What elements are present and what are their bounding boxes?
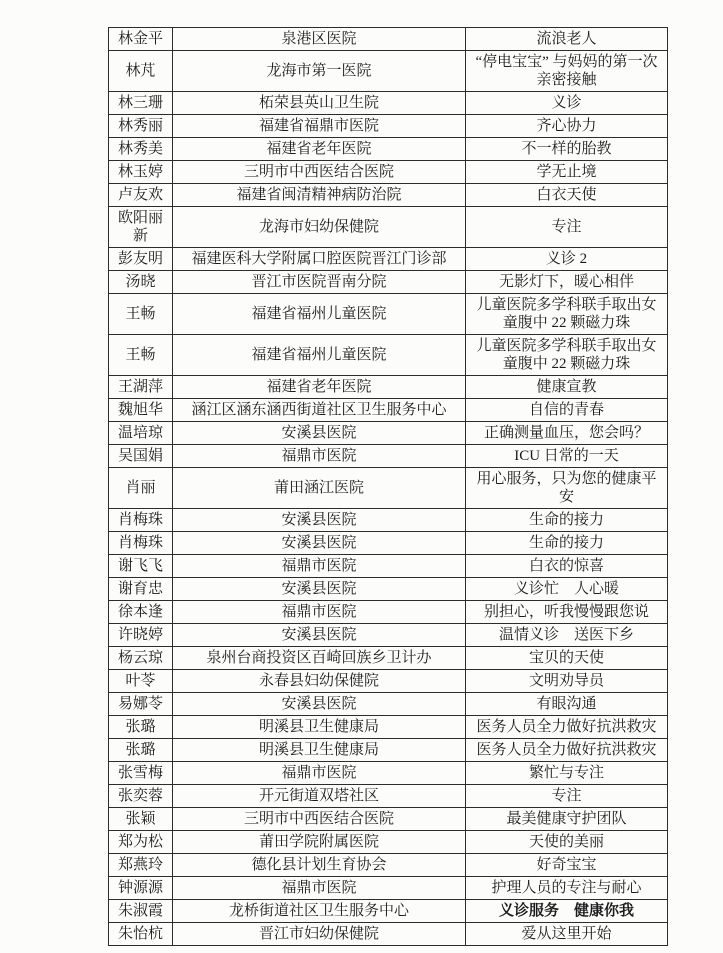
organization-cell: 龙桥街道社区卫生服务中心 xyxy=(173,900,466,923)
name-cell: 林三珊 xyxy=(109,92,173,115)
organization-cell: 福建省老年医院 xyxy=(173,138,466,161)
organization-cell: 开元街道双塔社区 xyxy=(173,785,466,808)
table-row xyxy=(109,808,668,831)
table-row xyxy=(109,831,668,854)
organization-cell: 泉港区医院 xyxy=(173,28,466,51)
table-row xyxy=(109,445,668,468)
table-row xyxy=(109,693,668,716)
name-cell: 温培琼 xyxy=(109,422,173,445)
name-cell: 朱淑霞 xyxy=(109,900,173,923)
name-cell: 卢友欢 xyxy=(109,184,173,207)
table-row xyxy=(109,532,668,555)
organization-cell: 莆田学院附属医院 xyxy=(173,831,466,854)
name-cell: 林秀美 xyxy=(109,138,173,161)
organization-cell: 安溪县医院 xyxy=(173,422,466,445)
organization-cell: 柘荣县英山卫生院 xyxy=(173,92,466,115)
work-title-cell: 专注 xyxy=(466,785,668,808)
table-row xyxy=(109,207,668,248)
organization-cell: 三明市中西医结合医院 xyxy=(173,161,466,184)
organization-cell: 明溪县卫生健康局 xyxy=(173,716,466,739)
name-cell: 汤晓 xyxy=(109,271,173,294)
name-cell: 张颖 xyxy=(109,808,173,831)
table-row xyxy=(109,877,668,900)
organization-cell: 龙海市妇幼保健院 xyxy=(173,207,466,248)
table-row xyxy=(109,161,668,184)
work-title-cell: 儿童医院多学科联手取出女童腹中 22 颗磁力珠 xyxy=(466,294,668,335)
name-cell: 徐本逢 xyxy=(109,601,173,624)
table-row xyxy=(109,468,668,509)
name-cell: 朱怡杭 xyxy=(109,923,173,946)
organization-cell: 莆田涵江医院 xyxy=(173,468,466,509)
organization-cell: 龙海市第一医院 xyxy=(173,51,466,92)
work-title-cell: 自信的青春 xyxy=(466,399,668,422)
name-cell: 郑为松 xyxy=(109,831,173,854)
name-cell: 谢飞飞 xyxy=(109,555,173,578)
name-cell: 杨云琼 xyxy=(109,647,173,670)
work-title-cell: 医务人员全力做好抗洪救灾 xyxy=(466,716,668,739)
table-row xyxy=(109,601,668,624)
organization-cell: 泉州台商投资区百崎回族乡卫计办 xyxy=(173,647,466,670)
work-title-cell: 儿童医院多学科联手取出女童腹中 22 颗磁力珠 xyxy=(466,335,668,376)
work-title-cell: 护理人员的专注与耐心 xyxy=(466,877,668,900)
work-title-cell: 义诊 xyxy=(466,92,668,115)
table-row xyxy=(109,716,668,739)
name-cell: 魏旭华 xyxy=(109,399,173,422)
work-title-cell: 义诊服务 健康你我 xyxy=(466,900,668,923)
work-title-cell: 用心服务，只为您的健康平安 xyxy=(466,468,668,509)
organization-cell: 福建省老年医院 xyxy=(173,376,466,399)
name-cell: 王畅 xyxy=(109,294,173,335)
organization-cell: 明溪县卫生健康局 xyxy=(173,739,466,762)
work-title-cell: 白衣天使 xyxy=(466,184,668,207)
work-title-cell: 流浪老人 xyxy=(466,28,668,51)
organization-cell: 安溪县医院 xyxy=(173,532,466,555)
work-title-cell: 生命的接力 xyxy=(466,509,668,532)
organization-cell: 福建省福鼎市医院 xyxy=(173,115,466,138)
work-title-cell: 正确测量血压，您会吗？ xyxy=(466,422,668,445)
table-row xyxy=(109,422,668,445)
work-title-cell: 学无止境 xyxy=(466,161,668,184)
work-title-cell: 不一样的胎教 xyxy=(466,138,668,161)
name-cell: 许晓婷 xyxy=(109,624,173,647)
name-cell: 郑燕玲 xyxy=(109,854,173,877)
table-row xyxy=(109,624,668,647)
work-title-cell: 健康宣教 xyxy=(466,376,668,399)
table-row xyxy=(109,335,668,376)
work-title-cell: 生命的接力 xyxy=(466,532,668,555)
table-row xyxy=(109,900,668,923)
work-title-cell: 义诊 2 xyxy=(466,248,668,271)
name-cell: 张奕蓉 xyxy=(109,785,173,808)
name-cell: 王湖萍 xyxy=(109,376,173,399)
work-title-cell: 专注 xyxy=(466,207,668,248)
work-title-cell: 宝贝的天使 xyxy=(466,647,668,670)
organization-cell: 安溪县医院 xyxy=(173,693,466,716)
work-title-cell: 爱从这里开始 xyxy=(466,923,668,946)
name-cell: 吴国娟 xyxy=(109,445,173,468)
organization-cell: 福建省福州儿童医院 xyxy=(173,335,466,376)
table-row xyxy=(109,28,668,51)
table-row xyxy=(109,271,668,294)
table-row xyxy=(109,739,668,762)
organization-cell: 福建省福州儿童医院 xyxy=(173,294,466,335)
work-title-cell: 别担心，听我慢慢跟您说 xyxy=(466,601,668,624)
organization-cell: 涵江区涵东涵西街道社区卫生服务中心 xyxy=(173,399,466,422)
work-title-cell: 有眼沟通 xyxy=(466,693,668,716)
organization-cell: 福鼎市医院 xyxy=(173,555,466,578)
name-cell: 肖梅珠 xyxy=(109,509,173,532)
work-title-cell: 无影灯下，暖心相伴 xyxy=(466,271,668,294)
name-cell: 肖梅珠 xyxy=(109,532,173,555)
table-row xyxy=(109,923,668,946)
name-cell: 张雪梅 xyxy=(109,762,173,785)
organization-cell: 德化县计划生育协会 xyxy=(173,854,466,877)
work-title-cell: 繁忙与专注 xyxy=(466,762,668,785)
table-row xyxy=(109,854,668,877)
organization-cell: 安溪县医院 xyxy=(173,578,466,601)
organization-cell: 福鼎市医院 xyxy=(173,445,466,468)
work-title-cell: 最美健康守护团队 xyxy=(466,808,668,831)
name-cell: 王畅 xyxy=(109,335,173,376)
work-title-cell: ICU 日常的一天 xyxy=(466,445,668,468)
name-cell: 肖丽 xyxy=(109,468,173,509)
table-row xyxy=(109,509,668,532)
name-cell: 钟源源 xyxy=(109,877,173,900)
name-cell: 叶苓 xyxy=(109,670,173,693)
work-title-cell: “停电宝宝” 与妈妈的第一次亲密接触 xyxy=(466,51,668,92)
table-row xyxy=(109,647,668,670)
organization-cell: 三明市中西医结合医院 xyxy=(173,808,466,831)
work-title-cell: 白衣的惊喜 xyxy=(466,555,668,578)
table-row xyxy=(109,51,668,92)
table-row xyxy=(109,670,668,693)
table-row xyxy=(109,785,668,808)
name-cell: 林金平 xyxy=(109,28,173,51)
table-row xyxy=(109,115,668,138)
name-cell: 林芃 xyxy=(109,51,173,92)
name-cell: 林秀丽 xyxy=(109,115,173,138)
organization-cell: 安溪县医院 xyxy=(173,624,466,647)
name-cell: 林玉婷 xyxy=(109,161,173,184)
organization-cell: 福建省闽清精神病防治院 xyxy=(173,184,466,207)
organization-cell: 福鼎市医院 xyxy=(173,762,466,785)
organization-cell: 永春县妇幼保健院 xyxy=(173,670,466,693)
roster-table-body xyxy=(109,28,668,946)
organization-cell: 福鼎市医院 xyxy=(173,601,466,624)
work-title-cell: 天使的美丽 xyxy=(466,831,668,854)
work-title-cell: 医务人员全力做好抗洪救灾 xyxy=(466,739,668,762)
work-title-cell: 好奇宝宝 xyxy=(466,854,668,877)
name-cell: 彭友明 xyxy=(109,248,173,271)
table-row xyxy=(109,555,668,578)
organization-cell: 福建医科大学附属口腔医院晋江门诊部 xyxy=(173,248,466,271)
organization-cell: 福鼎市医院 xyxy=(173,877,466,900)
name-cell: 张璐 xyxy=(109,739,173,762)
table-row xyxy=(109,92,668,115)
organization-cell: 晋江市医院晋南分院 xyxy=(173,271,466,294)
name-cell: 欧阳丽新 xyxy=(109,207,173,248)
organization-cell: 安溪县医院 xyxy=(173,509,466,532)
organization-cell: 晋江市妇幼保健院 xyxy=(173,923,466,946)
work-title-cell: 齐心协力 xyxy=(466,115,668,138)
work-title-cell: 义诊忙 人心暖 xyxy=(466,578,668,601)
table-row xyxy=(109,248,668,271)
table-row xyxy=(109,762,668,785)
name-cell: 谢育忠 xyxy=(109,578,173,601)
table-row xyxy=(109,294,668,335)
table-row xyxy=(109,138,668,161)
work-title-cell: 文明劝导员 xyxy=(466,670,668,693)
table-row xyxy=(109,578,668,601)
name-cell: 易娜苓 xyxy=(109,693,173,716)
work-title-cell: 温情义诊 送医下乡 xyxy=(466,624,668,647)
roster-table xyxy=(108,27,668,946)
table-row xyxy=(109,399,668,422)
table-row xyxy=(109,184,668,207)
table-row xyxy=(109,376,668,399)
name-cell: 张璐 xyxy=(109,716,173,739)
